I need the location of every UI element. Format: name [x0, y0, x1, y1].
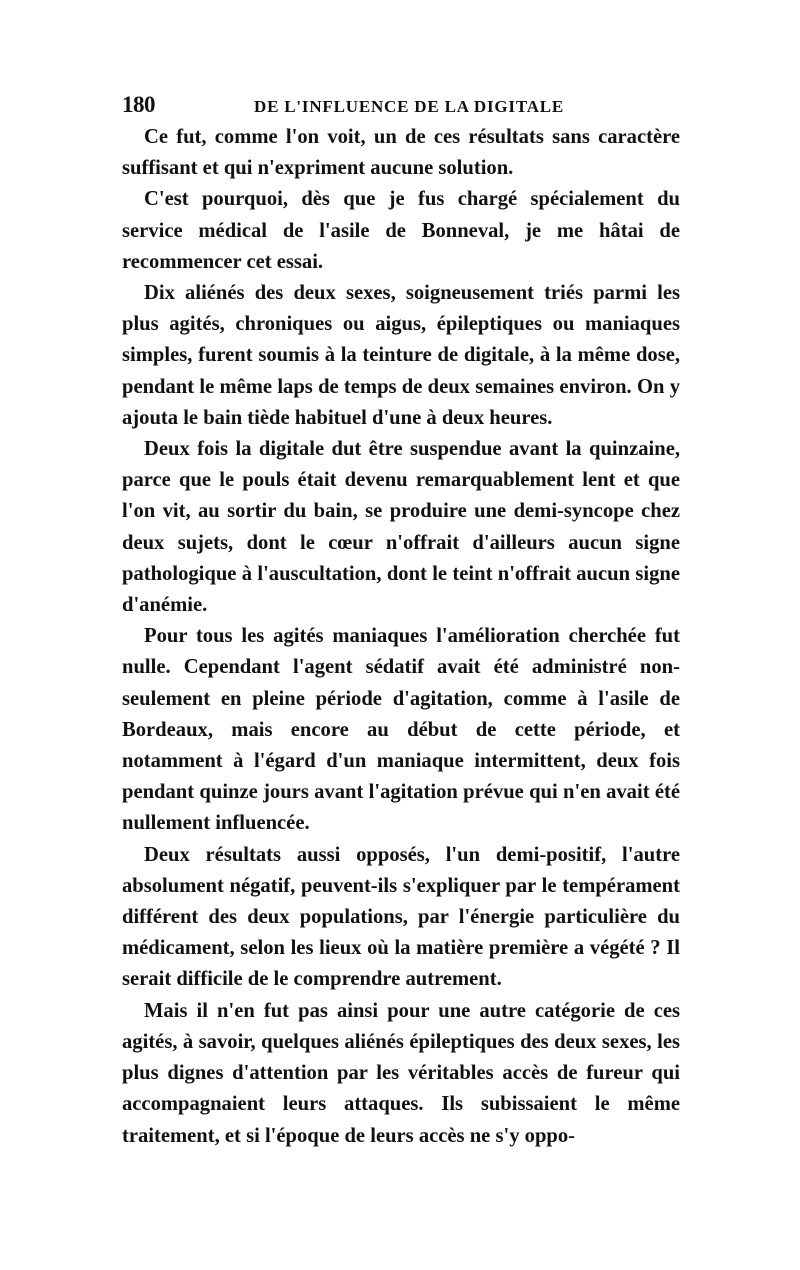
running-title: DE L'INFLUENCE DE LA DIGITALE [254, 97, 565, 116]
paragraph: C'est pourquoi, dès que je fus chargé spécialement du service médical de l'asile de Bonneval, je me hâtai de recommencer cet essai. [122, 188, 680, 273]
paragraph: Mais il n'en fut pas ainsi pour une autre catégorie de ces agités, à savoir, quelques aliénés épileptiques des deux sexes, les plus dignes d'attention par les véritables accès de fureur qui accompagnaient leurs attaques. Ils subissaient le même traitement, et si l'époque de leurs accès ne s'y oppo- [122, 999, 680, 1147]
paragraph: Dix aliénés des deux sexes, soigneusement triés parmi les plus agités, chroniques ou aigus, épileptiques ou maniaques simples, furent soumis à la teinture de digitale, à la même dose, pendant le même laps de temps de deux semaines environ. On y ajouta le bain tiède habituel d'une à deux heures. [122, 282, 680, 429]
paragraph: Deux fois la digitale dut être suspendue avant la quinzaine, parce que le pouls était devenu remarquablement lent et que l'on vit, au sortir du bain, se produire une demi-syncope chez deux sujets, dont le cœur n'offrait d'ailleurs aucun signe pathologique à l'auscultation, dont le teint n'offrait aucun signe d'anémie. [122, 438, 680, 617]
book-page [122, 92, 680, 1152]
page-number: 180 [122, 92, 155, 117]
body-text [122, 122, 680, 1152]
paragraph: Pour tous les agités maniaques l'amélioration cherchée fut nulle. Cependant l'agent sédatif avait été administré non-seulement en pleine période d'agitation, comme à l'asile de Bordeaux, mais encore au début de cette période, et notamment à l'égard d'un maniaque intermittent, deux fois pendant quinze jours avant l'agitation prévue qui n'en avait été nullement influencée. [122, 625, 680, 835]
paragraph: Ce fut, comme l'on voit, un de ces résultats sans caractère suffisant et qui n'expriment aucune solution. [122, 126, 680, 180]
running-head [122, 92, 680, 120]
paragraph: Deux résultats aussi opposés, l'un demi-positif, l'autre absolument négatif, peuvent-ils s'expliquer par le tempérament différent des deux populations, par l'énergie particulière du médicament, selon les lieux où la matière première a végété ? Il serait difficile de le comprendre autrement. [122, 843, 680, 991]
